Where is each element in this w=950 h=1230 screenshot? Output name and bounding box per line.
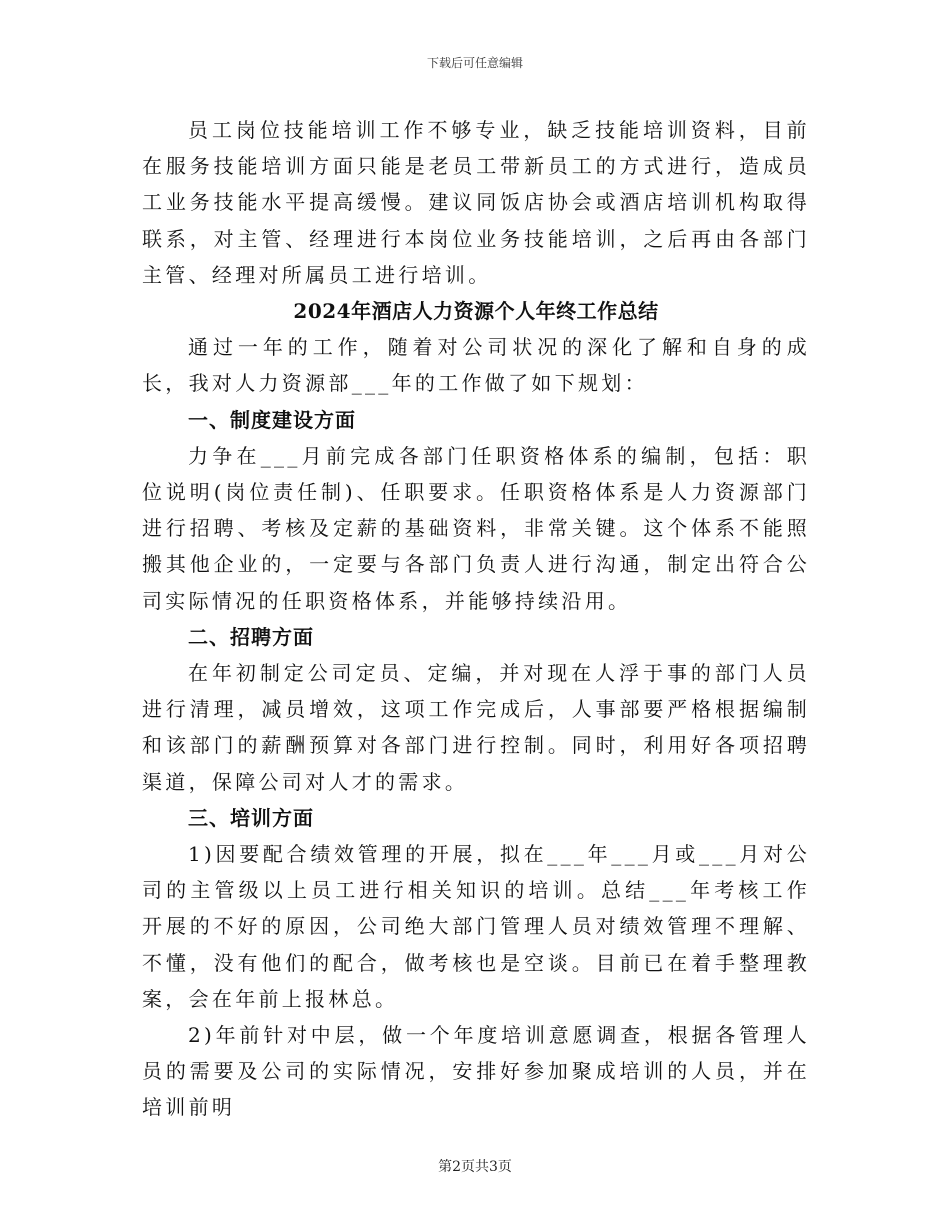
section-heading-system: 一、制度建设方面: [188, 407, 356, 432]
document-title: 2024年酒店人力资源个人年终工作总结: [293, 299, 659, 324]
page-number: 第2页共3页: [438, 1159, 512, 1175]
paragraph-training-1: 1)因要配合绩效管理的开展，拟在___年___月或___月对公司的主管级以上员工进行相关知识的培训。总结___年考核工作开展的不好的原因，公司绝大部门管理人员对绩效管理不理解、不懂，没有他们的配合，做考核也是空谈。目前已在着手整理教案，会在年前上报林总。: [142, 842, 810, 1011]
paragraph-recruitment: 在年初制定公司定员、定编，并对现在人浮于事的部门人员进行清理，减员增效，这项工作完成后，人事部要严格根据编制和该部门的薪酬预算对各部门进行控制。同时，利用好各项招聘渠道，保障公司对人才的需求。: [142, 661, 810, 794]
paragraph-system: 力争在___月前完成各部门任职资格体系的编制，包括：职位说明(岗位责任制)、任职要求。任职资格体系是人力资源部门进行招聘、考核及定薪的基础资料，非常关键。这个体系不能照搬其他企业的，一定要与各部门负责人进行沟通，制定出符合公司实际情况的任职资格体系，并能够持续沿用。: [142, 443, 810, 613]
paragraph-intro: 通过一年的工作，随着对公司状况的深化了解和自身的成长，我对人力资源部___年的工作做了如下规划：: [142, 335, 810, 396]
section-heading-training: 三、培训方面: [188, 805, 314, 830]
page-header: 下载后可任意编辑: [426, 56, 523, 70]
paragraph-training-issue: 员工岗位技能培训工作不够专业，缺乏技能培训资料，目前在服务技能培训方面只能是老员工带新员工的方式进行，造成员工业务技能水平提高缓慢。建议同饭店协会或酒店培训机构取得联系，对主管、经理进行本岗位业务技能培训，之后再由各部门主管、经理对所属员工进行培训。: [142, 118, 810, 287]
paragraph-training-2: 2)年前针对中层，做一个年度培训意愿调查，根据各管理人员的需要及公司的实际情况，安排好参加聚成培训的人员，并在培训前明: [142, 1023, 810, 1120]
document-body: [142, 112, 810, 1126]
section-heading-recruitment: 二、招聘方面: [188, 624, 314, 649]
